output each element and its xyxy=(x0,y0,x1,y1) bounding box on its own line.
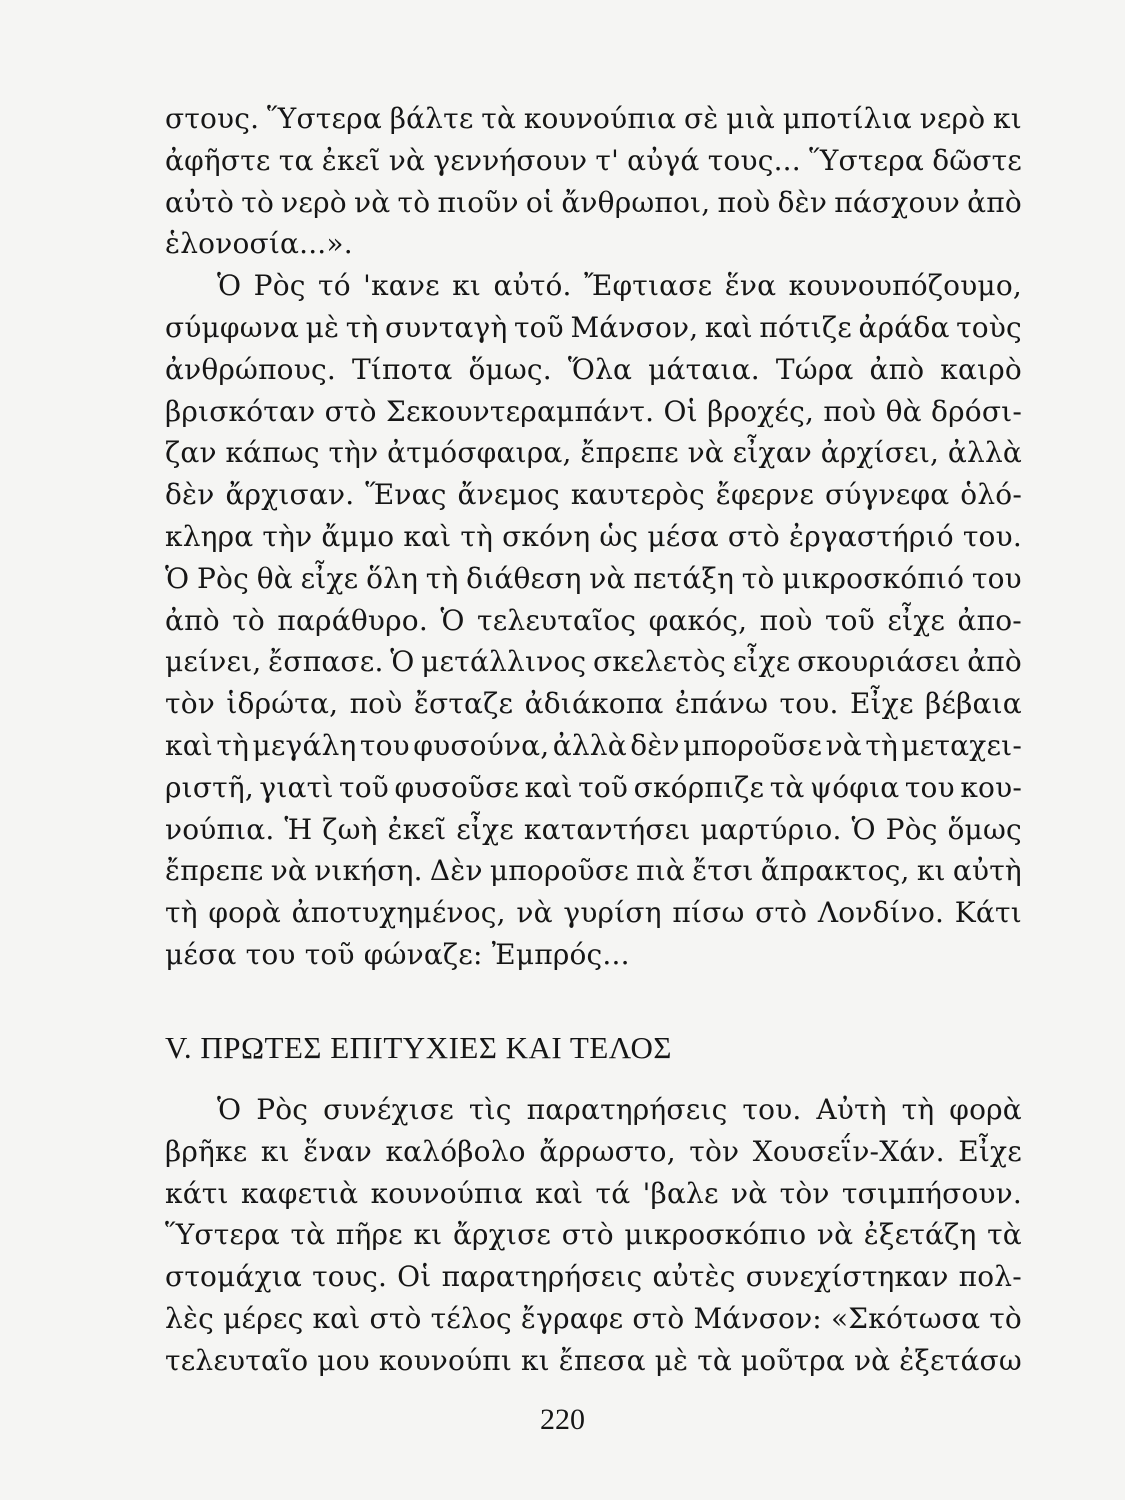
word: τὰ xyxy=(697,1343,732,1377)
word: ἕνα xyxy=(724,269,777,303)
section-paragraph xyxy=(165,1089,1022,1382)
word: κάπως xyxy=(225,436,320,470)
text-line xyxy=(165,1173,1022,1215)
text-line xyxy=(165,683,1022,725)
word: δῶστε xyxy=(932,143,1022,177)
word: βροχές, xyxy=(707,394,815,428)
text-line xyxy=(165,1089,1022,1131)
word: σκόρπιζε xyxy=(633,770,765,804)
word: τους... xyxy=(707,143,801,177)
word: Ρὸς xyxy=(253,269,306,303)
word: σὲ xyxy=(683,102,719,135)
word: ποὺ xyxy=(823,394,877,428)
word: ἐκεῖ xyxy=(321,143,381,177)
word: νὰ xyxy=(516,896,553,930)
word: Ἡ xyxy=(284,812,313,846)
word: μείνει, xyxy=(165,645,262,679)
word: τὸ xyxy=(989,1301,1022,1335)
word: ποὺ xyxy=(759,603,813,637)
word: ζαν xyxy=(165,436,217,470)
word: Κάτι xyxy=(954,896,1022,930)
word: ἀλλὰ xyxy=(947,436,1022,470)
word: νικήση. xyxy=(314,854,423,888)
text-line xyxy=(165,265,1022,307)
word: στους. xyxy=(165,102,260,135)
word: θὰ xyxy=(256,561,293,595)
word: καυτερὸς xyxy=(570,478,705,512)
word: σκουριάσει xyxy=(797,645,961,679)
word: ἄμμο xyxy=(321,519,395,553)
word: καιρὸ xyxy=(940,352,1022,386)
word: Οἱ xyxy=(663,394,698,428)
text-line xyxy=(165,600,1022,642)
word: Ρὸς xyxy=(885,812,938,846)
word: ἀπὸ xyxy=(869,352,925,386)
text-line xyxy=(165,1298,1022,1340)
word: μποροῦσε xyxy=(489,854,629,888)
word: ριστῆ, xyxy=(165,770,254,804)
page-number: 220 xyxy=(540,1403,585,1436)
word: τὴ xyxy=(901,1093,935,1126)
word: γυρίση xyxy=(563,896,662,930)
word: γιατὶ xyxy=(259,770,334,804)
word: νὰ xyxy=(388,143,426,177)
word: σύγνεφα xyxy=(825,478,950,512)
word: ἔπρεπε xyxy=(580,436,679,470)
word: ἐξετάζη xyxy=(863,1218,977,1252)
word: ἀλλὰ xyxy=(552,728,627,762)
text-line xyxy=(165,307,1022,349)
word: πετάξη xyxy=(633,561,735,595)
word: τὴ xyxy=(425,561,459,595)
text-line xyxy=(165,1340,1022,1382)
word: του. xyxy=(742,1093,802,1126)
word: σκόνη xyxy=(502,519,591,553)
word: ἄρχισε xyxy=(452,1218,552,1252)
word: κι xyxy=(260,1134,290,1168)
word: ἄρρωστο, xyxy=(539,1134,676,1168)
word: νούπια. xyxy=(165,812,275,846)
word: καταντήσει xyxy=(523,812,691,846)
word: Τίποτα xyxy=(351,352,453,386)
word: τὴν xyxy=(328,436,379,470)
word: Ὁ xyxy=(440,603,465,637)
word: σύμφωνα xyxy=(165,310,300,344)
word: στὸ xyxy=(727,519,780,553)
word: συνταγὴ xyxy=(384,310,508,344)
word: τοῦ xyxy=(513,310,564,344)
word: μάταια. xyxy=(648,352,760,386)
text-line xyxy=(165,98,1022,140)
word: νερὸ xyxy=(919,102,986,135)
word: κι xyxy=(452,269,482,303)
word: νὰ xyxy=(816,1218,854,1252)
word: δὲν xyxy=(165,478,215,512)
word: καὶ xyxy=(165,728,213,762)
word: Εἶχε xyxy=(849,687,914,721)
word: ὅμως xyxy=(947,812,1022,846)
text-line xyxy=(165,809,1022,851)
word: εἶχε xyxy=(456,812,515,846)
word: στομάχια xyxy=(165,1260,303,1294)
word: ἀράδα xyxy=(858,310,950,344)
text-line xyxy=(165,558,1022,600)
word: τοῦ xyxy=(578,770,629,804)
word: πιὰ xyxy=(636,854,685,888)
word: τὰ xyxy=(481,102,517,135)
word: ἀρχίσει, xyxy=(820,436,940,470)
word: κάτι xyxy=(165,1176,229,1210)
word: ἄπρακτος, xyxy=(760,854,910,888)
word: Ὕστερα xyxy=(165,1218,280,1252)
text-line xyxy=(165,892,1022,934)
word: μέσα xyxy=(647,519,719,553)
word: κι xyxy=(993,102,1022,135)
word: ὁλό- xyxy=(960,478,1022,512)
word: μικροσκόπιό xyxy=(782,561,965,595)
word: μιὰ xyxy=(726,102,775,135)
word: τὴ xyxy=(865,728,898,762)
word: ψόφια xyxy=(810,770,900,804)
word: τελευταῖο xyxy=(165,1343,309,1377)
word: αὐτὸ xyxy=(165,185,235,219)
word: ἀπὸ xyxy=(165,603,220,637)
word: ἀτμόσφαιρα, xyxy=(387,436,572,470)
word: αὐτὴ xyxy=(952,854,1022,888)
text-line xyxy=(165,1131,1022,1173)
word: πῆρε xyxy=(335,1218,403,1252)
word: Αὐτὴ xyxy=(816,1093,887,1126)
word: τὸ xyxy=(741,561,775,595)
word: εἶχε xyxy=(887,603,946,637)
word: τα xyxy=(278,143,314,177)
word: τὴ xyxy=(216,728,250,762)
word: Ὁ xyxy=(851,812,876,846)
word: ἀπὸ xyxy=(967,645,1022,679)
word: παρατηρήσεις xyxy=(526,1093,728,1126)
word: φακός, xyxy=(648,603,748,637)
word: ἀνθρώπους. xyxy=(165,352,336,386)
word: Ὁ xyxy=(217,269,242,303)
word: κι xyxy=(413,1218,443,1252)
word: Δὲν xyxy=(429,854,483,888)
word: ποὺ xyxy=(717,185,771,219)
word: τό xyxy=(318,269,351,303)
word: μποτίλια xyxy=(782,102,912,135)
word: αὐτό. xyxy=(493,269,572,303)
word: ἀποτυχημένος, xyxy=(291,896,506,930)
word: πότιζε xyxy=(759,310,852,344)
word: Ἕνας xyxy=(365,478,447,512)
word: τὰ xyxy=(987,1218,1022,1252)
word: φυσούνα, xyxy=(413,728,550,762)
word: παρατηρήσεις xyxy=(441,1260,643,1294)
word: μέρες xyxy=(223,1301,304,1335)
word: δρόσι- xyxy=(931,394,1022,428)
word: εἶχε xyxy=(732,645,791,679)
word: οἱ xyxy=(525,185,555,219)
word: Ρὸς xyxy=(196,561,249,595)
word: ἐργαστήριό xyxy=(789,519,954,553)
word: ἀδιάκοπα xyxy=(524,687,664,721)
word: μεταχει- xyxy=(901,728,1022,762)
word: ὅμως. xyxy=(468,352,552,386)
word: Εἶχε xyxy=(958,1134,1022,1168)
word: Ὁ xyxy=(217,1093,242,1126)
text-line xyxy=(165,516,1022,558)
word: ὅλη xyxy=(366,561,419,595)
word: στὸ xyxy=(561,1218,614,1252)
word: τὸ xyxy=(241,185,274,219)
word: παράθυρο. xyxy=(277,603,428,637)
word: τοῦ xyxy=(824,603,875,637)
word: θὰ xyxy=(885,394,922,428)
word: στὸ xyxy=(369,1301,422,1335)
text-line xyxy=(165,767,1022,809)
word: στὸ xyxy=(324,394,377,428)
word: βάλτε xyxy=(389,102,474,135)
word: του xyxy=(904,770,955,804)
word: ἔγραφε xyxy=(520,1301,624,1335)
word: φορὰ xyxy=(949,1093,1022,1126)
word: στὸ xyxy=(632,1301,685,1335)
word: Μάνσον, xyxy=(570,310,699,344)
text-line xyxy=(165,391,1022,433)
text-line: μέσα του τοῦ φώναζε: Ἐμπρός... xyxy=(165,937,630,971)
word: τὸν xyxy=(779,1176,830,1210)
word: φυσοῦσε xyxy=(394,770,520,804)
word: ἐξετάσω xyxy=(899,1343,1022,1377)
word: νὰ xyxy=(825,728,862,762)
word: τοὺς xyxy=(956,310,1022,344)
word: κληρα xyxy=(165,519,254,553)
word: μικροσκόπιο xyxy=(624,1218,807,1252)
word: νὰ xyxy=(270,854,308,888)
word: νερὸ xyxy=(281,185,347,219)
word: δὲν xyxy=(630,728,680,762)
word: συνέχισε xyxy=(323,1093,454,1126)
text-line xyxy=(165,140,1022,182)
word: εἶχαν xyxy=(732,436,813,470)
word: εἶχε xyxy=(300,561,359,595)
word: του. xyxy=(779,687,839,721)
word: κου- xyxy=(960,770,1022,804)
word: δὲν xyxy=(777,185,828,219)
word: γεννήσουν xyxy=(433,143,588,177)
word: καὶ xyxy=(403,519,452,553)
word: τὸ xyxy=(397,185,431,219)
word: πιοῦν xyxy=(437,185,519,219)
word: αὐγά xyxy=(627,143,700,177)
word: καὶ xyxy=(312,1301,361,1335)
text-line xyxy=(165,850,1022,892)
section-heading: V. ΠΡΩΤΕΣ ΕΠΙΤΥΧΙΕΣ ΚΑΙ ΤΕΛΟΣ xyxy=(165,1030,672,1065)
text-line xyxy=(165,725,1022,767)
word: ζωὴ xyxy=(322,812,378,846)
word: του xyxy=(359,728,410,762)
word: ἀφῆστε xyxy=(165,143,271,177)
word: ποὺ xyxy=(349,687,403,721)
word: νὰ xyxy=(354,185,391,219)
text-line xyxy=(165,432,1022,474)
word: καὶ xyxy=(535,1176,584,1210)
word: μοῦτρα xyxy=(740,1343,846,1377)
word: νὰ xyxy=(687,436,724,470)
word: μεγάλη xyxy=(252,728,357,762)
word: βρῆκε xyxy=(165,1134,248,1168)
word: Ὕστερα xyxy=(809,143,924,177)
word: μαρτύριο. xyxy=(700,812,842,846)
word: ὡς xyxy=(599,519,639,553)
word: αὐτὲς xyxy=(652,1260,736,1294)
word: τ' xyxy=(595,143,619,177)
word: τὸ xyxy=(232,603,265,637)
word: ἀπο- xyxy=(957,603,1022,637)
word: μὲ xyxy=(654,1343,689,1377)
word: σκελετὸς xyxy=(592,645,726,679)
word: 'κανε xyxy=(363,269,440,303)
word: Σεκουντεραμπάντ. xyxy=(385,394,655,428)
word: καὶ xyxy=(524,770,573,804)
word: 'βαλε xyxy=(642,1176,719,1210)
word: καὶ xyxy=(704,310,753,344)
paragraph-continuation xyxy=(165,98,1022,976)
text-line xyxy=(165,1256,1022,1298)
word: ἔπεσα xyxy=(558,1343,646,1377)
word: τσιμπήσουν. xyxy=(841,1176,1022,1210)
word: Ρὸς xyxy=(256,1093,309,1126)
word: ἔφερνε xyxy=(715,478,815,512)
word: τὰ xyxy=(769,770,805,804)
word: ἔπρεπε xyxy=(165,854,264,888)
word: λὲς xyxy=(165,1301,215,1335)
word: μποροῦσε xyxy=(683,728,823,762)
word: τὴν xyxy=(262,519,313,553)
word: τὸν xyxy=(689,1134,740,1168)
word: βέβαια xyxy=(925,687,1022,721)
word: μὲ xyxy=(305,310,340,344)
word: διάθεση xyxy=(466,561,582,595)
word: τά xyxy=(595,1176,631,1210)
word: Ἔφτιασε xyxy=(584,269,713,303)
word: τὴ xyxy=(165,896,198,930)
word: ἔσπασε. xyxy=(268,645,384,679)
word: πάσχουν xyxy=(834,185,960,219)
word: τοῦ xyxy=(339,770,389,804)
word: τὴ xyxy=(460,519,494,553)
word: ἄρχισαν. xyxy=(225,478,355,512)
word: καφετιὰ xyxy=(240,1176,359,1210)
word: τὰ xyxy=(290,1218,326,1252)
word: κι xyxy=(520,1343,550,1377)
word: τους. xyxy=(312,1260,388,1294)
word: του. xyxy=(962,519,1022,553)
word: φορὰ xyxy=(208,896,281,930)
word: ἔσταζε xyxy=(413,687,514,721)
word: πίσω xyxy=(672,896,745,930)
word: ἐκεῖ xyxy=(387,812,447,846)
word: Λονδίνο. xyxy=(817,896,945,930)
word: μου xyxy=(317,1343,370,1377)
word: βρισκόταν xyxy=(165,394,316,428)
word: τὸν xyxy=(165,687,215,721)
text-line: ἑλονοσία...». xyxy=(165,227,353,261)
word: ἔτσι xyxy=(692,854,754,888)
word: νὰ xyxy=(589,561,626,595)
word: Ὁ xyxy=(390,645,415,679)
word: του xyxy=(971,561,1022,595)
word: νὰ xyxy=(731,1176,768,1210)
word: συνεχίστηκαν xyxy=(745,1260,949,1294)
word: κουνούπια xyxy=(523,102,677,135)
word: κουνούπια xyxy=(370,1176,523,1210)
word: Οἱ xyxy=(397,1260,432,1294)
word: ἄνεμος xyxy=(457,478,560,512)
word: Ὕστερα xyxy=(267,102,382,135)
word: ἕναν xyxy=(303,1134,373,1168)
word: «Σκότωσα xyxy=(830,1301,981,1335)
text-line xyxy=(165,182,1022,224)
text-line xyxy=(165,1214,1022,1256)
word: κουνουπόζουμο, xyxy=(788,269,1022,303)
word: ἀπὸ xyxy=(967,185,1022,219)
word: Τώρα xyxy=(775,352,854,386)
word: ἱδρώτα, xyxy=(226,687,339,721)
word: στὸ xyxy=(755,896,808,930)
word: Χουσεΐν-Χάν. xyxy=(752,1134,945,1168)
word: καλόβολο xyxy=(385,1134,526,1168)
word: ἐπάνω xyxy=(674,687,769,721)
word: Ὁ xyxy=(165,561,190,595)
word: πολ- xyxy=(958,1260,1022,1294)
word: Ὅλα xyxy=(567,352,633,386)
text-line xyxy=(165,641,1022,683)
text-line xyxy=(165,349,1022,391)
word: Μάνσον: xyxy=(693,1301,822,1335)
word: νὰ xyxy=(853,1343,891,1377)
word: τελευταῖος xyxy=(477,603,637,637)
word: τὴ xyxy=(345,310,379,344)
word: κι xyxy=(916,854,946,888)
word: ἄνθρωποι, xyxy=(561,185,711,219)
word: μετάλλινος xyxy=(421,645,587,679)
word: κουνούπι xyxy=(378,1343,513,1377)
word: τὶς xyxy=(468,1093,512,1126)
word: τέλος xyxy=(430,1301,512,1335)
text-line xyxy=(165,474,1022,516)
